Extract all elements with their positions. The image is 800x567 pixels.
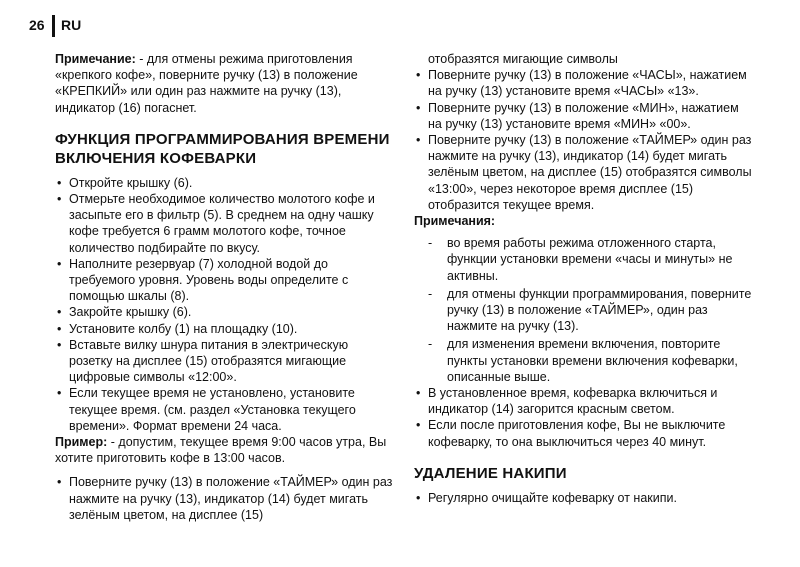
example-label: Пример:: [55, 435, 108, 450]
timer-steps-list-2: [55, 474, 393, 523]
list-item: • Поверните ручку (13) в положение «ТАЙМЕР» один раз нажмите на ручку (13), индикатор (14) будет мигать зелёным цветом, на дисплее (15): [55, 474, 393, 523]
list-item: • Поверните ручку (13) в положение «МИН», нажатием на ручку (13) установите время «МИН» «00».: [414, 100, 754, 132]
list-item: • Если после приготовления кофе, Вы не выключите кофеварку, то она выключиться через 40 минут.: [414, 417, 754, 449]
list-item: • Поверните ручку (13) в положение «ТАЙМЕР» один раз нажмите на ручку (13), индикатор (14) будет мигать зелёным цветом, на дисплее (15) отобразятся символы «13:00», через некоторое время дисплее (15) отобразится текущее время.: [414, 132, 754, 213]
strong-coffee-note: [55, 51, 393, 116]
list-item: • Вставьте вилку шнура питания в электрическую розетку на дисплее (15) отобразятся мигающие цифровые символы «12:00».: [55, 337, 393, 386]
list-item: • Если текущее время не установлено, установите текущее время. (см. раздел «Установка текущего времени». Формат времени 24 часа.: [55, 385, 393, 434]
list-item: • Наполните резервуар (7) холодной водой до требуемого уровня. Уровень воды определите с помощью шкалы (8).: [55, 256, 393, 305]
list-item: • В установленное время, кофеварка включиться и индикатор (14) загорится красным светом.: [414, 385, 754, 417]
section-heading-descaling: УДАЛЕНИЕ НАКИПИ: [414, 464, 567, 482]
section-heading-timer: ФУНКЦИЯ ПРОГРАММИРОВАНИЯ ВРЕМЕНИ ВКЛЮЧЕНИЯ КОФЕВАРКИ: [55, 130, 390, 167]
note-label: Примечание:: [55, 52, 136, 66]
example-paragraph: [55, 434, 393, 466]
right-column: [414, 51, 754, 506]
continued-text: отобразятся мигающие символы: [428, 52, 618, 66]
list-item: - во время работы режима отложенного старта, функции установки времени «часы и минуты» не активны.: [414, 235, 754, 284]
example-text: - допустим, текущее время 9:00 часов утра, Вы хотите приготовить кофе в 13:00 часов.: [55, 435, 387, 466]
final-steps-list: [414, 385, 754, 450]
list-item: - для отмены функции программирования, поверните ручку (13) в положение «ТАЙМЕР», один раз нажмите на ручку (13).: [414, 286, 754, 335]
list-item: • Регулярно очищайте кофеварку от накипи.: [414, 490, 754, 506]
list-item: - для изменения времени включения, повторите пункты установки времени включения кофеварки, описанные выше.: [414, 336, 754, 385]
list-item: • Закройте крышку (6).: [55, 304, 393, 320]
descaling-list: [414, 490, 754, 506]
timer-steps-list: [55, 175, 393, 434]
notes-label: Примечания:: [414, 214, 496, 229]
list-item: • Поверните ручку (13) в положение «ЧАСЫ», нажатием на ручку (13) установите время «ЧАСЫ» «13».: [414, 67, 754, 99]
clock-steps-list: [414, 67, 754, 213]
note-text: - для отмены режима приготовления «крепкого кофе», поверните ручку (13) в положение «КРЕПКИЙ» или один раз нажмите на ручку (13), индикатор (16) погаснет.: [55, 52, 358, 115]
list-item: • Отмерьте необходимое количество молотого кофе и засыпьте его в фильтр (5). В среднем на одну чашку кофе требуется 6 грамм молотого кофе, точное количество подбирайте по вкусу.: [55, 191, 393, 256]
list-item: • Установите колбу (1) на площадку (10).: [55, 321, 393, 337]
header-divider: [52, 15, 55, 37]
left-column: [55, 51, 393, 523]
language-label: RU: [61, 17, 82, 33]
notes-list: [414, 235, 754, 385]
page-number: 26: [29, 17, 45, 33]
list-item: • Откройте крышку (6).: [55, 175, 393, 191]
